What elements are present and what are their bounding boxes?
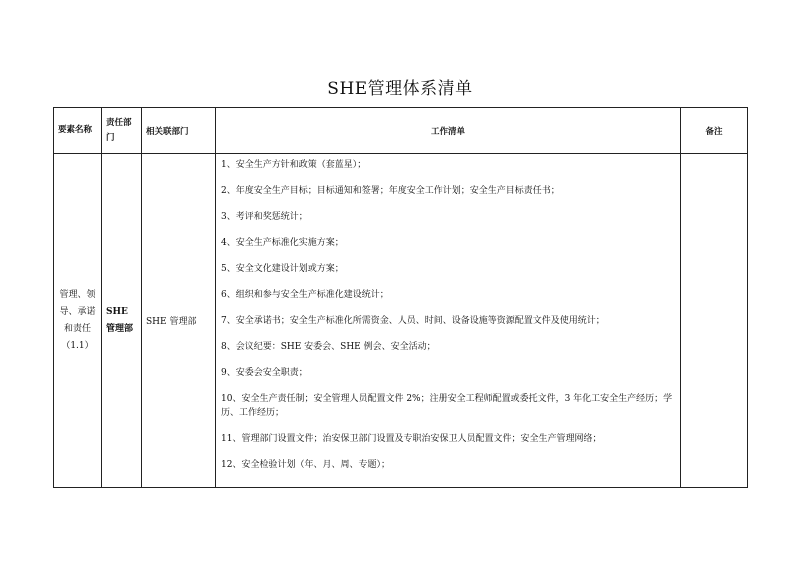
work-list (221, 158, 676, 472)
header-related-dept: 相关联部门 (142, 108, 216, 154)
she-checklist-table (53, 107, 748, 488)
document-title: SHE管理体系清单 (327, 79, 473, 99)
cell-element-name: 管理、领导、承诺和责任（1.1） (54, 154, 102, 488)
work-item-6: 6、组织和参与安全生产标准化建设统计； (221, 290, 389, 300)
header-remarks: 备注 (681, 108, 748, 154)
work-item-10: 10、安全生产责任制；安全管理人员配置文件 2%；注册安全工程师配置或委托文件，3 年化工安全生产经历；学历、工作经历； (221, 394, 673, 418)
work-item-3: 3、考评和奖惩统计； (221, 212, 308, 222)
work-item-4: 4、安全生产标准化实施方案； (221, 238, 344, 248)
work-item-1: 1、安全生产方针和政策（套蓝星）； (221, 160, 367, 170)
cell-work-list (216, 154, 681, 488)
work-item-8: 8、会议纪要：SHE 安委会、SHE 例会、安全活动； (221, 342, 436, 352)
work-item-12: 12、安全检验计划（年、月、周、专题）； (221, 460, 390, 470)
work-item-11: 11、管理部门设置文件；治安保卫部门设置及专职治安保卫人员配置文件；安全生产管理网络； (221, 434, 602, 444)
cell-remarks (681, 154, 748, 488)
work-item-9: 9、安委会安全职责； (221, 368, 308, 378)
header-row (54, 108, 748, 154)
work-item-5: 5、安全文化建设计划或方案； (221, 264, 344, 274)
cell-responsible-dept: SHE 管理部 (102, 154, 142, 488)
work-item-7: 7、安全承诺书；安全生产标准化所需资金、人员、时间、设备设施等资源配置文件及使用统计； (221, 316, 605, 326)
table-row (54, 154, 748, 488)
header-work-list: 工作清单 (216, 108, 681, 154)
work-item-2: 2、年度安全生产目标；目标通知和签署；年度安全工作计划；安全生产目标责任书； (221, 186, 560, 196)
cell-related-dept: SHE 管理部 (142, 154, 216, 488)
header-responsible-dept: 责任部门 (102, 108, 142, 154)
header-element-name: 要素名称 (54, 108, 102, 154)
